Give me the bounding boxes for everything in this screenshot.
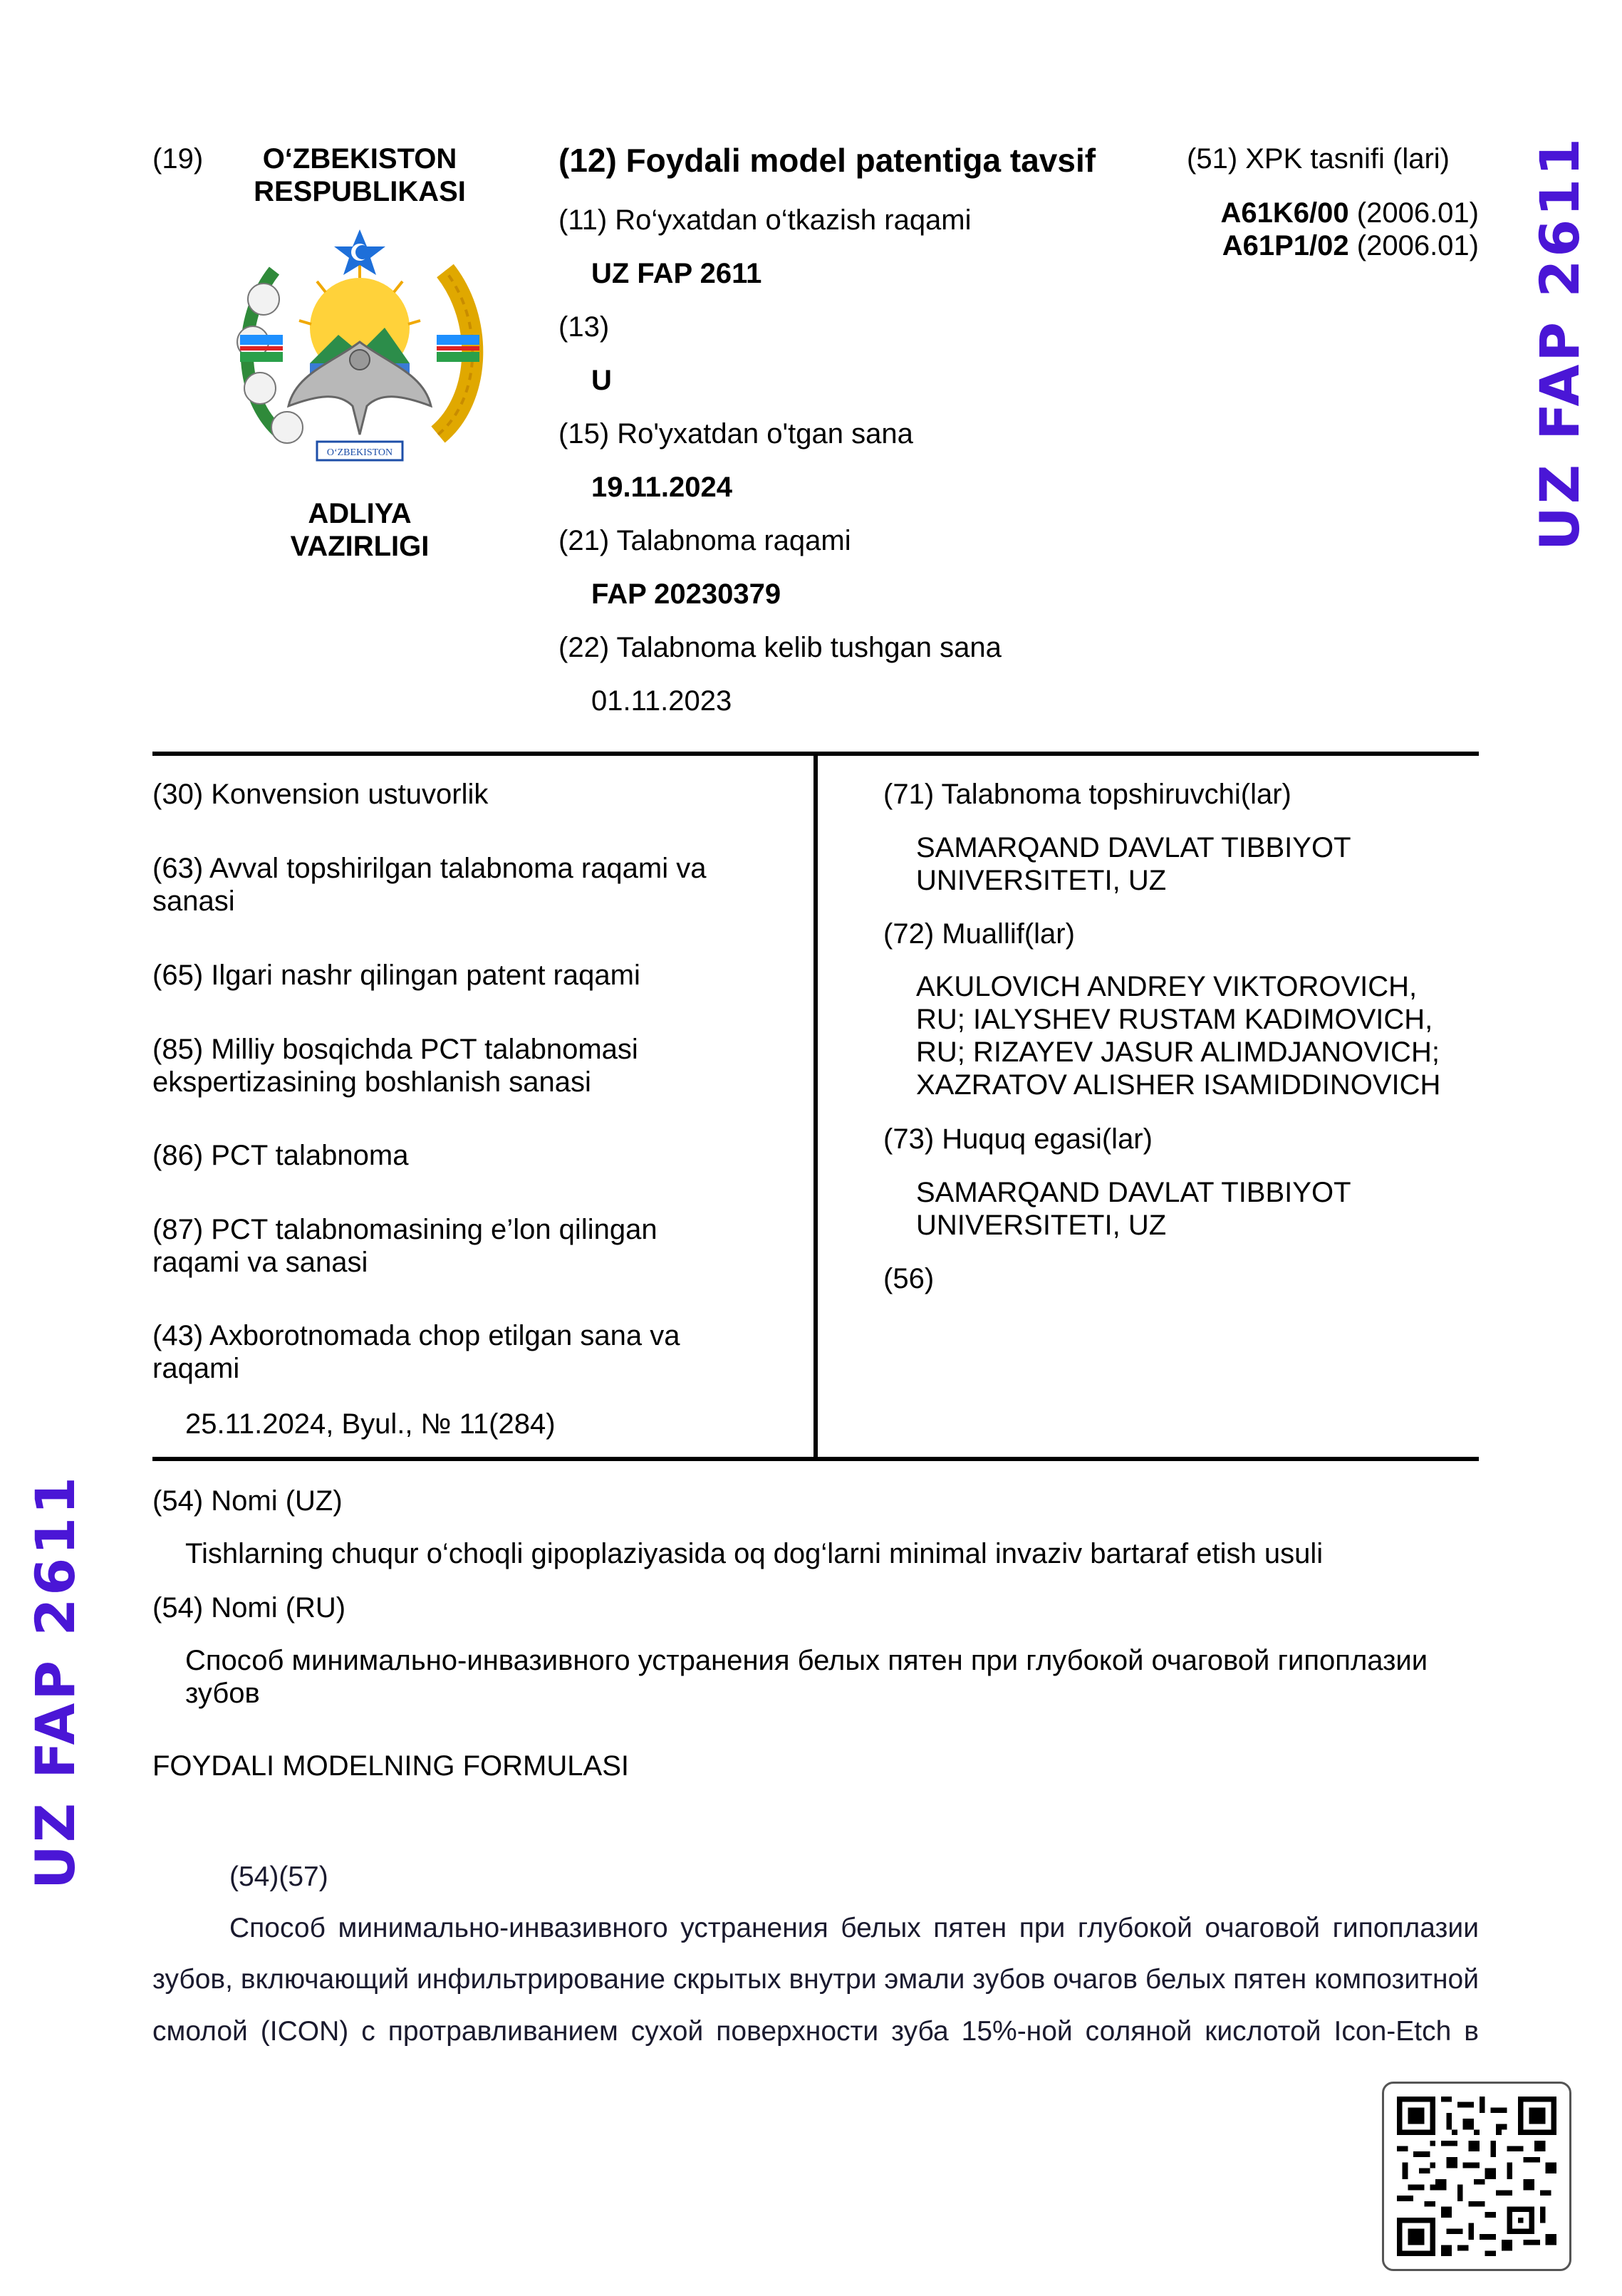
- title-ru-label: (54) Nomi (RU): [152, 1592, 346, 1624]
- emblem-banner-text: O‘ZBEKISTON: [326, 447, 393, 458]
- field-71: (71) Talabnoma topshiruvchi(lar): [883, 779, 1291, 810]
- title-ru-value: Способ минимально-инвазивного устранения белых пятен при глубокой очаговой гипоплазии зубов: [185, 1645, 1428, 1709]
- ministry-name: [235, 497, 484, 563]
- formula-line: Способ минимально-инвазивного устранения белых пятен при глубокой очаговой гипоплазии: [229, 1913, 1479, 1943]
- ipc-class-item: [1140, 229, 1479, 262]
- title-uz-label: (54) Nomi (UZ): [152, 1485, 343, 1517]
- state-emblem: [232, 221, 488, 481]
- side-label-right: UZ FAP 2611: [1528, 135, 1591, 551]
- ministry-line-1: ADLIYA: [308, 498, 412, 529]
- field-15-label: (15) Ro'yxatdan o'tgan sana: [558, 418, 913, 450]
- country-name: [235, 142, 484, 208]
- formula-line: смолой (ICON) с протравливанием сухой поверхности зуба 15%-ной соляной кислотой Icon-Etch в: [152, 2016, 1479, 2047]
- field-13-value: U: [591, 365, 612, 396]
- document-title: (12) Foydali model patentiga tavsif: [558, 142, 1096, 179]
- ipc-class-list: [1140, 197, 1479, 262]
- field-65: (65) Ilgari nashr qilingan patent raqami: [152, 960, 640, 991]
- table-column-divider: [813, 752, 818, 1461]
- field-43: (43) Axborotnomada chop etilgan sana va raqami: [152, 1320, 680, 1384]
- field-11-label: (11) Ro‘yxatdan o‘tkazish raqami: [558, 204, 972, 236]
- field-87: (87) PCT talabnomasining e’lon qilingan raqami va sanasi: [152, 1214, 657, 1278]
- field-22-label: (22) Talabnoma kelib tushgan sana: [558, 632, 1002, 663]
- qr-code: [1397, 2097, 1556, 2256]
- country-line-2: RESPUBLIKASI: [254, 176, 466, 207]
- field-51-label: (51) XPK tasnifi (lari): [1187, 143, 1450, 175]
- formula-codes: (54)(57): [229, 1861, 328, 1892]
- ipc-year: (2006.01): [1356, 230, 1479, 261]
- side-label-left: UZ FAP 2611: [24, 1474, 87, 1889]
- author-line: XAZRATOV ALISHER ISAMIDDINOVICH: [916, 1069, 1441, 1101]
- field-43-value: 25.11.2024, Byul., № 11(284): [185, 1408, 556, 1440]
- field-72-authors: [916, 970, 1440, 1101]
- qr-code-frame: [1382, 2082, 1571, 2271]
- field-15-value: 19.11.2024: [591, 472, 732, 503]
- field-56: (56): [883, 1263, 935, 1294]
- field-85: (85) Milliy bosqichda PCT talabnomasi ekspertizasining boshlanish sanasi: [152, 1034, 638, 1098]
- formula-heading: FOYDALI MODELNING FORMULASI: [152, 1750, 629, 1782]
- ipc-class-item: [1140, 197, 1479, 229]
- field-30: (30) Konvension ustuvorlik: [152, 779, 489, 810]
- field-73-value: SAMARQAND DAVLAT TIBBIYOT UNIVERSITETI, UZ: [916, 1177, 1351, 1241]
- author-line: AKULOVICH ANDREY VIKTOROVICH,: [916, 971, 1418, 1002]
- field-19-code: (19): [152, 143, 204, 175]
- country-line-1: O‘ZBEKISTON: [262, 143, 457, 175]
- ipc-code: A61K6/00: [1220, 197, 1349, 229]
- ministry-line-2: VAZIRLIGI: [290, 531, 430, 562]
- table-bottom-rule: [152, 1457, 1479, 1461]
- field-86: (86) PCT talabnoma: [152, 1140, 409, 1171]
- field-63: (63) Avval topshirilgan talabnoma raqami va sanasi: [152, 853, 707, 917]
- author-line: RU; IALYSHEV RUSTAM KADIMOVICH,: [916, 1004, 1433, 1035]
- field-72: (72) Muallif(lar): [883, 918, 1075, 950]
- field-21-value: FAP 20230379: [591, 578, 781, 610]
- author-line: RU; RIZAYEV JASUR ALIMDJANOVICH;: [916, 1037, 1440, 1068]
- ipc-code: A61P1/02: [1222, 230, 1349, 261]
- formula-line: зубов, включающий инфильтрирование скрытых внутри эмали зубов очагов белых пятен композитной: [152, 1964, 1479, 1995]
- field-73: (73) Huquq egasi(lar): [883, 1123, 1153, 1155]
- field-11-value: UZ FAP 2611: [591, 258, 762, 289]
- title-uz-value: Tishlarning chuqur o‘choqli gipoplaziyasida oq dog‘larni minimal invaziv bartaraf etish usuli: [185, 1538, 1324, 1569]
- field-22-value: 01.11.2023: [591, 685, 732, 717]
- ipc-year: (2006.01): [1356, 197, 1479, 229]
- field-21-label: (21) Talabnoma raqami: [558, 525, 851, 556]
- field-13-label: (13): [558, 311, 610, 343]
- field-71-value: SAMARQAND DAVLAT TIBBIYOT UNIVERSITETI, UZ: [916, 832, 1351, 896]
